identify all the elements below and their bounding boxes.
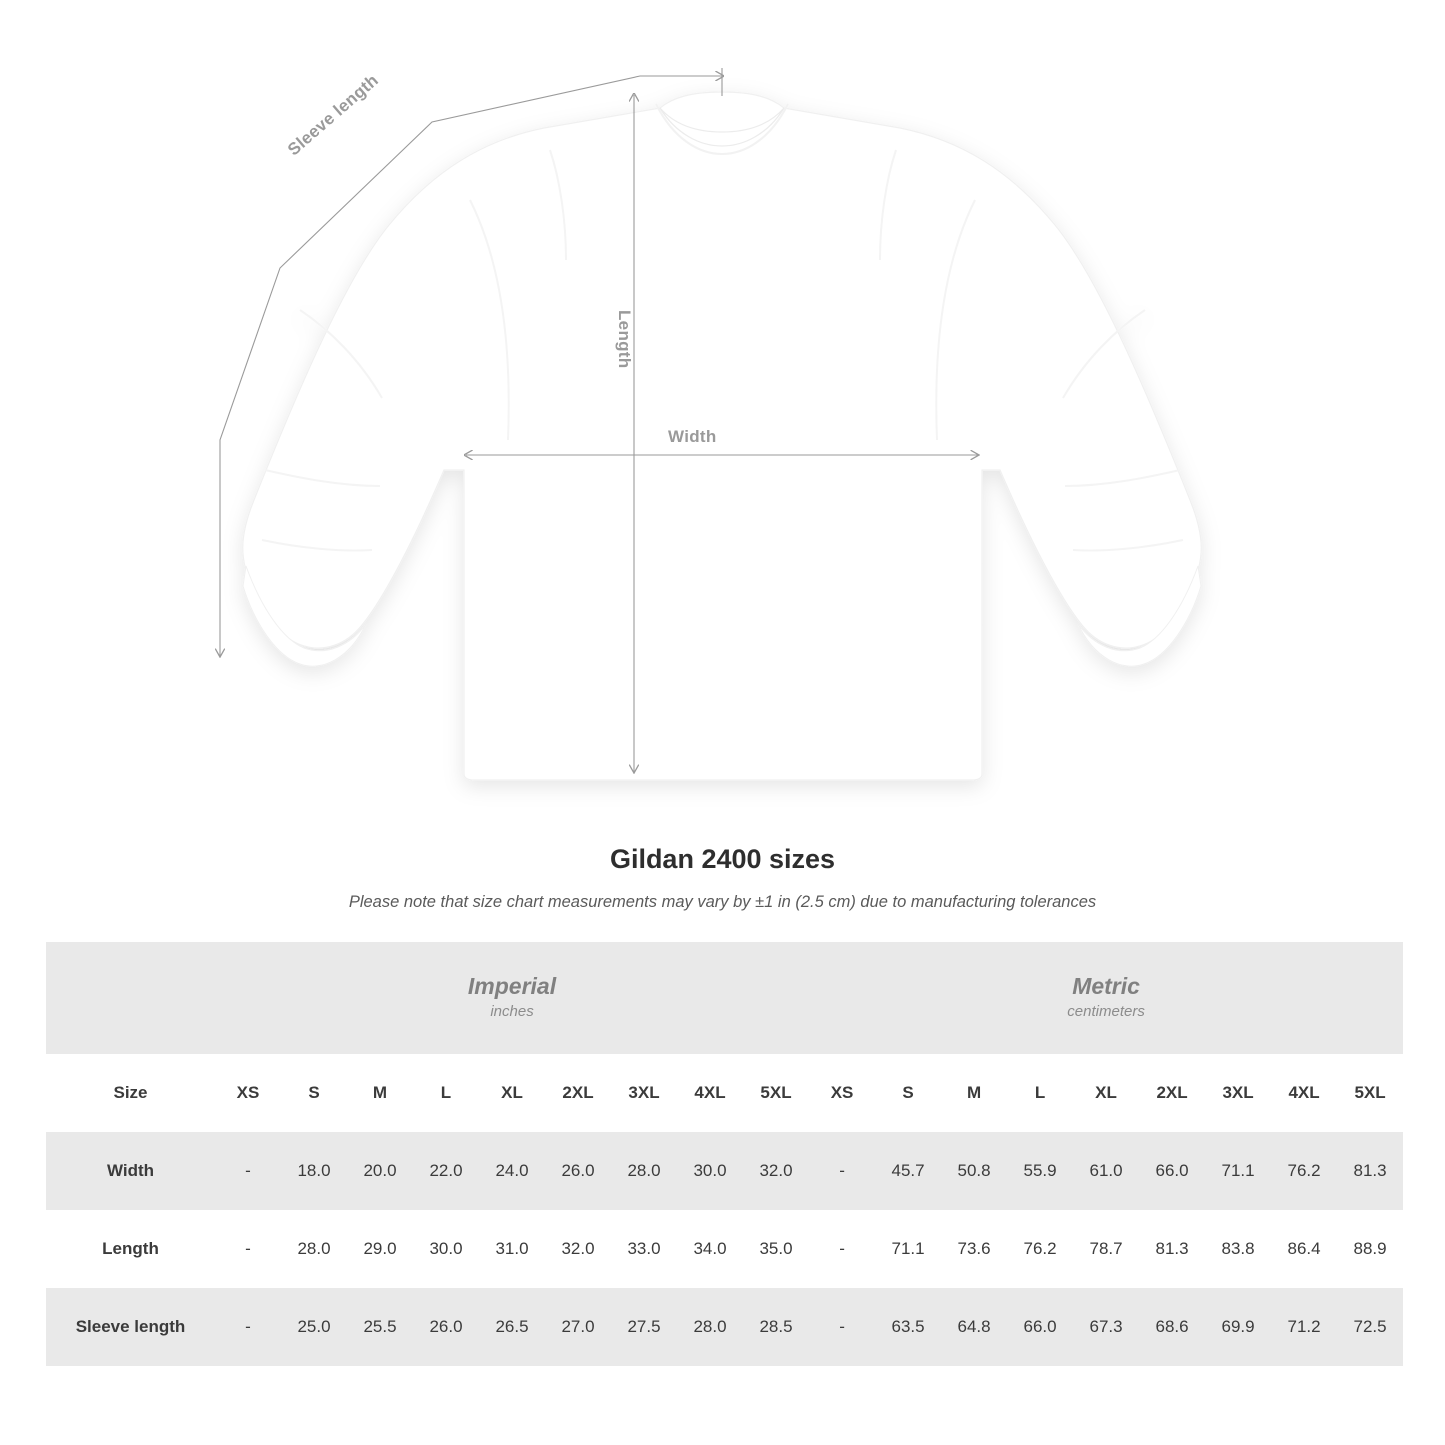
cell: 32.0 [545, 1210, 611, 1288]
size-header-cell: XL [1073, 1054, 1139, 1132]
cell: 45.7 [875, 1132, 941, 1210]
cell: 24.0 [479, 1132, 545, 1210]
cell: 29.0 [347, 1210, 413, 1288]
size-header-cell: 3XL [611, 1054, 677, 1132]
size-header-cell: 5XL [1337, 1054, 1403, 1132]
size-header-cell: L [1007, 1054, 1073, 1132]
cell: 28.0 [677, 1288, 743, 1366]
size-table-wrapper [46, 942, 1399, 1366]
cell: 26.5 [479, 1288, 545, 1366]
cell: 25.0 [281, 1288, 347, 1366]
cell: 30.0 [413, 1210, 479, 1288]
cell: 68.6 [1139, 1288, 1205, 1366]
size-header-cell: M [941, 1054, 1007, 1132]
row-label-width: Width [46, 1132, 215, 1210]
length-dimension-label: Length [615, 310, 634, 369]
cell: 66.0 [1007, 1288, 1073, 1366]
size-header-cell: 4XL [1271, 1054, 1337, 1132]
page-title: Gildan 2400 sizes [609, 844, 836, 874]
cell: 86.4 [1271, 1210, 1337, 1288]
cell: 76.2 [1007, 1210, 1073, 1288]
cell: 28.0 [611, 1132, 677, 1210]
cell: - [809, 1210, 875, 1288]
table-row [46, 1132, 1403, 1210]
cell: 28.5 [743, 1288, 809, 1366]
size-header-cell: 2XL [1139, 1054, 1205, 1132]
unit-header-row [46, 942, 1403, 1054]
size-header-row [46, 1054, 1403, 1132]
size-header-cell: 3XL [1205, 1054, 1271, 1132]
cell: 30.0 [677, 1132, 743, 1210]
cell: 31.0 [479, 1210, 545, 1288]
cell: 72.5 [1337, 1288, 1403, 1366]
cell: 64.8 [941, 1288, 1007, 1366]
table-row [46, 1288, 1403, 1366]
cell: 27.0 [545, 1288, 611, 1366]
size-header-cell: S [281, 1054, 347, 1132]
unit-name-imperial: Imperial [467, 972, 557, 999]
title-block [0, 844, 1445, 912]
cell: 61.0 [1073, 1132, 1139, 1210]
cell: 25.5 [347, 1288, 413, 1366]
cell: - [215, 1288, 281, 1366]
size-header-cell: 4XL [677, 1054, 743, 1132]
sleeve-length-dimension-label: Sleeve length [284, 70, 383, 160]
cell: 69.9 [1205, 1288, 1271, 1366]
cell: 73.6 [941, 1210, 1007, 1288]
cell: 22.0 [413, 1132, 479, 1210]
size-header-cell: L [413, 1054, 479, 1132]
cell: 35.0 [743, 1210, 809, 1288]
cell: - [215, 1210, 281, 1288]
shirt-silhouette [243, 92, 1202, 780]
cell: 76.2 [1271, 1132, 1337, 1210]
unit-head-imperial [215, 942, 809, 1054]
size-header-cell: XS [809, 1054, 875, 1132]
size-header-label: Size [46, 1054, 215, 1132]
cell: 34.0 [677, 1210, 743, 1288]
cell: 28.0 [281, 1210, 347, 1288]
cell: 81.3 [1337, 1132, 1403, 1210]
cell: 71.1 [875, 1210, 941, 1288]
cell: 71.1 [1205, 1132, 1271, 1210]
size-header-cell: XS [215, 1054, 281, 1132]
size-header-cell: 5XL [743, 1054, 809, 1132]
cell: 20.0 [347, 1132, 413, 1210]
size-header-cell: XL [479, 1054, 545, 1132]
cell: 67.3 [1073, 1288, 1139, 1366]
cell: - [215, 1132, 281, 1210]
tolerance-note: Please note that size chart measurements may vary by ±1 in (2.5 cm) due to manufacturing tolerances [348, 893, 1097, 911]
cell: - [809, 1132, 875, 1210]
cell: 78.7 [1073, 1210, 1139, 1288]
size-chart-table [46, 942, 1403, 1366]
unit-name-metric: Metric [1072, 972, 1140, 999]
cell: 83.8 [1205, 1210, 1271, 1288]
cell: 63.5 [875, 1288, 941, 1366]
cell: 18.0 [281, 1132, 347, 1210]
cell: 55.9 [1007, 1132, 1073, 1210]
size-header-cell: S [875, 1054, 941, 1132]
size-header-cell: 2XL [545, 1054, 611, 1132]
unit-sub-metric: centimeters [1067, 1003, 1145, 1021]
row-label-length: Length [46, 1210, 215, 1288]
row-label-sleeve-length: Sleeve length [46, 1288, 215, 1366]
cell: - [809, 1288, 875, 1366]
cell: 66.0 [1139, 1132, 1205, 1210]
cell: 26.0 [545, 1132, 611, 1210]
unit-head-metric [809, 942, 1403, 1054]
cell: 88.9 [1337, 1210, 1403, 1288]
cell: 71.2 [1271, 1288, 1337, 1366]
table-row [46, 1210, 1403, 1288]
width-dimension-label: Width [668, 427, 717, 446]
cell: 26.0 [413, 1288, 479, 1366]
cell: 50.8 [941, 1132, 1007, 1210]
size-header-cell: M [347, 1054, 413, 1132]
cell: 81.3 [1139, 1210, 1205, 1288]
cell: 33.0 [611, 1210, 677, 1288]
cell: 32.0 [743, 1132, 809, 1210]
unit-head-spacer [46, 942, 215, 1054]
unit-sub-imperial: inches [490, 1003, 534, 1021]
cell: 27.5 [611, 1288, 677, 1366]
